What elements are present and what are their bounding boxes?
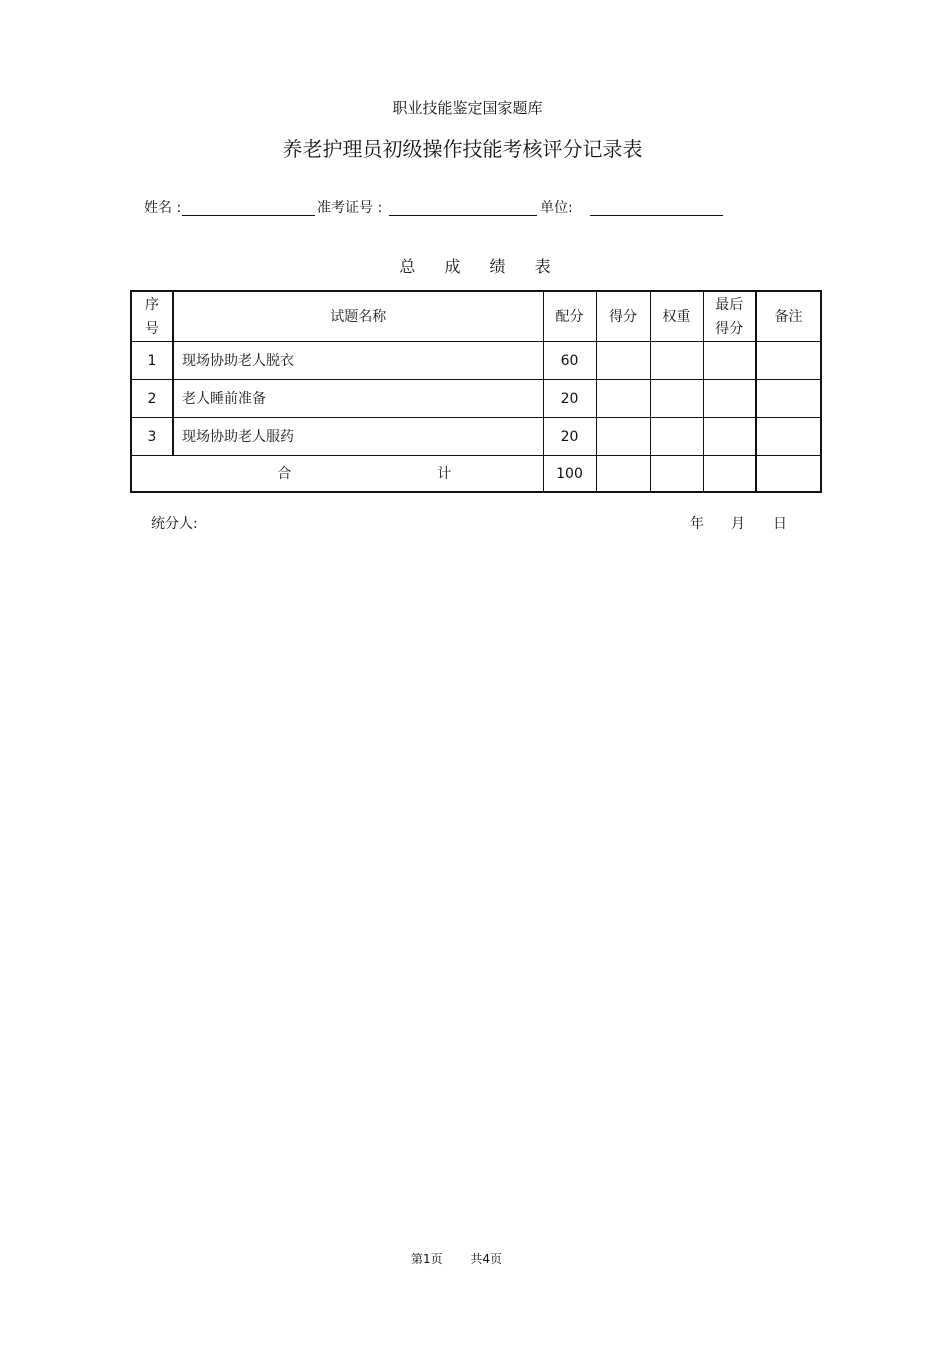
date-month-label: 月 (731, 516, 745, 532)
total-label-left: 合 (277, 465, 292, 482)
table-row (131, 380, 821, 418)
row-item-name: 老人睡前准备 (173, 380, 543, 418)
total-weight-cell[interactable] (650, 456, 703, 493)
unit-label: 单位: (540, 200, 573, 216)
summary-title-char: 绩 (489, 257, 506, 276)
table-row (131, 418, 821, 456)
row-seq: 1 (131, 342, 173, 380)
exam-id-label: 准考证号 : (317, 200, 383, 216)
row-full-marks: 60 (543, 342, 596, 380)
page-total: 共4页 (470, 1252, 503, 1266)
header-item-name: 试题名称 (173, 291, 543, 342)
total-score-cell[interactable] (596, 456, 650, 493)
name-label: 姓名 : (144, 200, 182, 216)
row-full-marks: 20 (543, 380, 596, 418)
row-final-score-cell[interactable] (703, 418, 756, 456)
header-seq (131, 291, 173, 342)
row-final-score-cell[interactable] (703, 342, 756, 380)
row-item-name: 现场协助老人服药 (173, 418, 543, 456)
form-title: 养老护理员初级操作技能考核评分记录表 (282, 137, 643, 161)
row-seq: 2 (131, 380, 173, 418)
summary-title-char: 表 (534, 257, 551, 276)
total-remarks-cell[interactable] (756, 456, 821, 493)
header-final-score-line2: 得分 (715, 320, 744, 337)
header-full-marks: 配分 (543, 291, 596, 342)
scorer-label: 统分人: (151, 516, 198, 532)
unit-field-line[interactable] (590, 215, 723, 216)
header-seq-line1: 序 (145, 296, 159, 313)
summary-title (0, 254, 950, 277)
row-weight-cell[interactable] (650, 418, 703, 456)
total-row (131, 456, 821, 493)
row-score-cell[interactable] (596, 380, 650, 418)
row-score-cell[interactable] (596, 342, 650, 380)
score-table (130, 290, 822, 493)
exam-id-field-line[interactable] (389, 215, 537, 216)
header-remarks: 备注 (756, 291, 821, 342)
table-header-row (131, 291, 821, 342)
total-label (131, 456, 543, 493)
name-field-line[interactable] (182, 215, 315, 216)
row-remarks-cell[interactable] (756, 342, 821, 380)
date-day-label: 日 (773, 516, 787, 532)
row-remarks-cell[interactable] (756, 418, 821, 456)
row-score-cell[interactable] (596, 418, 650, 456)
table-row (131, 342, 821, 380)
header-score: 得分 (596, 291, 650, 342)
header-final-score-line1: 最后 (715, 296, 744, 313)
date-year-label: 年 (690, 516, 704, 532)
summary-title-char: 成 (444, 257, 461, 276)
summary-title-char: 总 (399, 257, 416, 276)
total-final-score-cell[interactable] (703, 456, 756, 493)
row-seq: 3 (131, 418, 173, 456)
page-current: 第1页 (410, 1252, 443, 1266)
bank-title: 职业技能鉴定国家题库 (392, 99, 543, 117)
header-seq-line2: 号 (145, 320, 159, 337)
total-label-right: 计 (437, 465, 452, 482)
row-weight-cell[interactable] (650, 380, 703, 418)
page-footer (0, 1250, 913, 1267)
row-final-score-cell[interactable] (703, 380, 756, 418)
header-final-score (703, 291, 756, 342)
row-full-marks: 20 (543, 418, 596, 456)
row-item-name: 现场协助老人脱衣 (173, 342, 543, 380)
row-remarks-cell[interactable] (756, 380, 821, 418)
row-weight-cell[interactable] (650, 342, 703, 380)
total-full-marks: 100 (543, 456, 596, 493)
header-weight: 权重 (650, 291, 703, 342)
